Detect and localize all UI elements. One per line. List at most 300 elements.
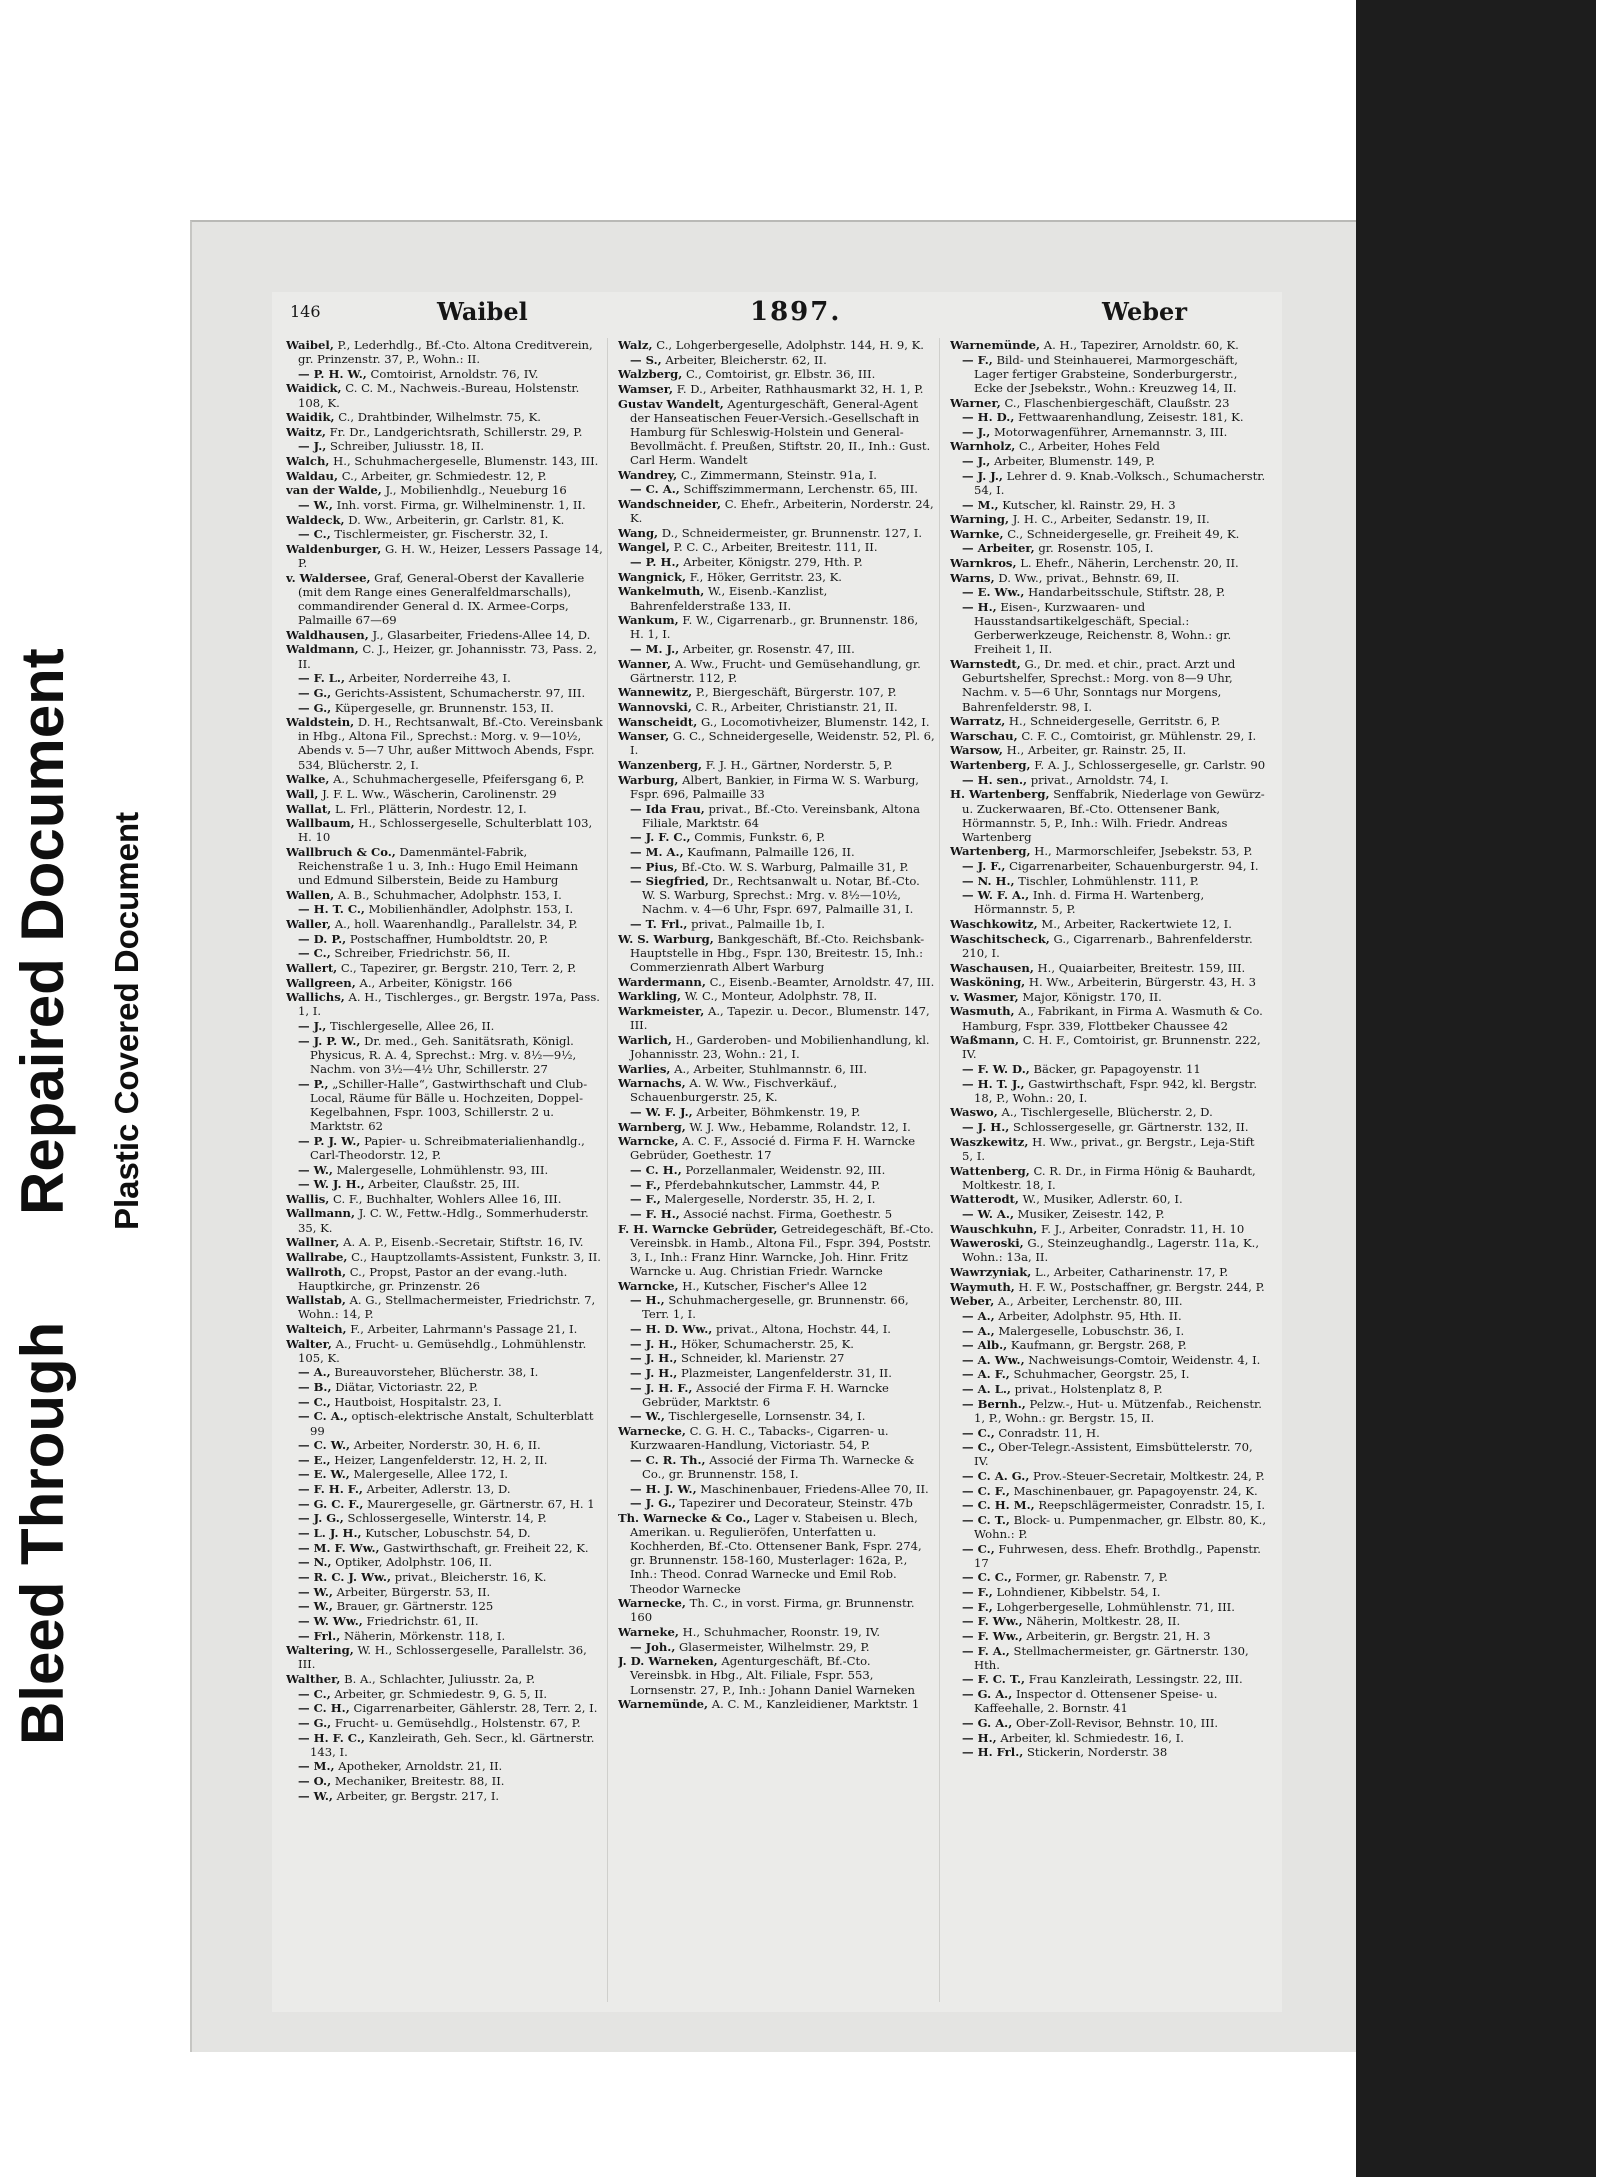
entry-text: Senffabrik, Niederlage von Gewürz- u. Zuckerwaaren, Bf.-Cto. Ottensener Bank, Hörmannstr. 5, P., Inh.: Wilh. Friedr. Andreas Wartenberg [962, 787, 1265, 844]
directory-entry [950, 1513, 1268, 1541]
entry-name: — P. H. W., [298, 366, 367, 381]
directory-entry [286, 976, 603, 990]
directory-entry [618, 1337, 935, 1351]
entry-text: Tischler, Lohmühlenstr. 111, P. [1018, 873, 1199, 888]
entry-text: C. J., Heizer, gr. Johannisstr. 73, Pass. 2, II. [298, 642, 597, 671]
entry-text: F. A. J., Schlossergeselle, gr. Carlstr. 90 [1034, 758, 1266, 773]
entry-text: J. F. L. Ww., Wäscherin, Carolinenstr. 29 [322, 786, 557, 801]
entry-text: Eisen-, Kurzwaaren- und Hausstandsartikelgeschäft, Special.: Gerberwerkzeuge, Reichenstr. 8, Wohn.: gr. Freiheit 1, II. [974, 600, 1232, 657]
entry-name: Walzberg, [618, 367, 683, 382]
directory-entry [286, 671, 603, 685]
directory-entry [950, 714, 1268, 728]
directory-entry [950, 657, 1268, 714]
directory-entry [286, 1687, 603, 1701]
entry-name: Warnstedt, [950, 657, 1021, 672]
directory-entry [618, 1222, 935, 1279]
entry-text: privat., Bleicherstr. 16, K. [394, 1569, 547, 1584]
entry-text: Nachweisungs-Comtoir, Weidenstr. 4, I. [1028, 1352, 1261, 1367]
entry-text: H., Schlossergeselle, Schulterblatt 103, H. 10 [298, 816, 593, 845]
entry-name: — A., [298, 1365, 331, 1380]
entry-text: Malergeselle, Allee 172, I. [353, 1467, 509, 1482]
side-label-bleed-repaired [8, 1322, 77, 1745]
entry-name: Wallroth, [286, 1264, 346, 1279]
entry-text: privat., Palmaille 1b, I. [691, 917, 825, 932]
directory-entry [286, 1019, 603, 1033]
entry-name: — C. A., [298, 1409, 348, 1424]
directory-entry [950, 410, 1268, 424]
entry-text: A., holl. Waarenhandlg., Parallelstr. 34, P. [334, 917, 578, 932]
entry-text: W., Eisenb.-Kanzlist, Bahrenfelderstraße 133, II. [630, 584, 828, 613]
entry-name: — C. H. M., [962, 1498, 1035, 1513]
entry-name: — Ida Frau, [630, 801, 705, 816]
entry-text: A. B., Schuhmacher, Adolphstr. 153, I. [337, 887, 562, 902]
page-header [272, 292, 1282, 336]
entry-text: Tischlergeselle, Allee 26, II. [329, 1019, 495, 1034]
entry-text: H., Schuhmachergeselle, Blumenstr. 143, III. [333, 454, 599, 469]
entry-name: — G., [298, 685, 332, 700]
entry-name: — N., [298, 1555, 332, 1570]
entry-name: — F., [962, 1585, 993, 1600]
directory-entry [618, 657, 935, 685]
entry-name: — Pius, [630, 859, 678, 874]
entry-text: Näherin, Mörkenstr. 118, I. [343, 1628, 506, 1643]
entry-text: Fr. Dr., Landgerichtsrath, Schillerstr. 29, P. [329, 424, 583, 439]
entry-text: Küpergeselle, gr. Brunnenstr. 153, II. [334, 700, 554, 715]
entry-name: Warnemünde, [950, 338, 1041, 352]
entry-text: privat., Bf.-Cto. Vereinsbank, Altona Filiale, Marktstr. 64 [642, 801, 921, 830]
directory-entry [618, 1697, 935, 1711]
directory-entry [618, 1033, 935, 1061]
entry-text: C., Lohgerbergeselle, Adolphstr. 144, H. 9, K. [656, 338, 924, 352]
entry-name: — T. Frl., [630, 917, 688, 932]
entry-name: — L. J. H., [298, 1526, 362, 1541]
entry-name: — C. R. Th., [630, 1452, 706, 1467]
entry-name: — C. A. G., [962, 1468, 1030, 1483]
entry-name: — H., [962, 600, 997, 615]
entry-name: Waszkewitz, [950, 1134, 1029, 1149]
entry-text: Arbeiter, Blumenstr. 149, P. [993, 454, 1155, 469]
entry-name: — J. H., [630, 1351, 678, 1366]
entry-name: Waidick, [286, 381, 342, 396]
directory-entry [618, 1178, 935, 1192]
entry-text: G., Cigarrenarb., Bahrenfelderstr. 210, I. [962, 931, 1253, 960]
directory-entry [618, 1004, 935, 1032]
entry-name: Wallner, [286, 1235, 340, 1250]
entry-name: Wandschneider, [618, 497, 722, 512]
entry-name: — W., [630, 1409, 665, 1424]
directory-entry [950, 1280, 1268, 1294]
entry-text: C., Arbeiter, Hohes Feld [1018, 439, 1160, 454]
entry-name: Wangnick, [618, 569, 687, 584]
entry-name: v. Waldersee, [286, 570, 371, 585]
entry-name: — M., [298, 1759, 335, 1774]
entry-name: Warnberg, [618, 1119, 686, 1134]
entry-text: Reepschlägermeister, Conradstr. 15, I. [1038, 1498, 1266, 1513]
entry-text: F. D., Arbeiter, Rathhausmarkt 32, H. 1, P. [676, 381, 924, 396]
entry-name: Wang, [618, 525, 659, 540]
entry-text: Inh. d. Firma H. Wartenberg, Hörmannstr. 5, P. [974, 888, 1205, 917]
entry-text: Mobilienhändler, Adolphstr. 153, I. [368, 902, 574, 917]
directory-entry [286, 425, 603, 439]
entry-name: — C., [962, 1425, 995, 1440]
entry-name: — C., [962, 1541, 995, 1556]
entry-text: Bureauvorsteher, Blücherstr. 38, I. [334, 1365, 539, 1380]
directory-entry [286, 1759, 603, 1773]
entry-text: C., Schneidergeselle, gr. Freiheit 49, K. [1007, 526, 1240, 541]
directory-entry [286, 483, 603, 497]
directory-entry [286, 932, 603, 946]
entry-name: — P., [298, 1076, 329, 1091]
entry-name: — G. A., [962, 1715, 1013, 1730]
directory-entry [950, 1585, 1268, 1599]
entry-text: Block- u. Pumpenmacher, gr. Elbstr. 80, K., Wohn.: P. [974, 1512, 1267, 1542]
directory-entry [286, 1599, 603, 1613]
entry-text: A., Arbeiter, Stuhlmannstr. 6, III. [674, 1061, 868, 1076]
entry-text: A. C. M., Kanzleidiener, Marktstr. 1 [711, 1697, 920, 1712]
directory-entry [286, 439, 603, 453]
entry-name: Warneke, [618, 1625, 679, 1640]
directory-entry [286, 1322, 603, 1336]
entry-name: Warkmeister, [618, 1003, 705, 1018]
entry-name: — M., [962, 497, 999, 512]
entry-name: Warncke, [618, 1134, 679, 1149]
directory-entry [286, 498, 603, 512]
entry-text: Associé der Firma F. H. Warncke Gebrüder, Marktstr. 6 [642, 1380, 889, 1409]
entry-name: Th. Warnecke & Co., [618, 1510, 751, 1525]
entry-name: — N. H., [962, 873, 1015, 888]
entry-name: — A. F., [962, 1367, 1010, 1382]
entry-text: C., Hauptzollamts-Assistent, Funkstr. 3, II. [351, 1249, 601, 1264]
entry-name: Warnkros, [950, 556, 1017, 571]
entry-text: Agenturgeschäft, Bf.-Cto. Vereinsbk. in Hbg., Alt. Filiale, Fspr. 553, Lornsenstr. 27, P., Inh.: Johann Daniel Warneken [630, 1654, 915, 1697]
entry-text: Tischlergeselle, Lornsenstr. 34, I. [668, 1409, 866, 1424]
entry-name: Wankelmuth, [618, 584, 705, 599]
entry-text: M., Arbeiter, Rackertwiete 12, I. [1041, 917, 1232, 932]
entry-name: Warlich, [618, 1032, 672, 1047]
entry-name: — J. H., [962, 1120, 1010, 1135]
directory-entry [618, 555, 935, 569]
entry-text: J., Mobilienhdlg., Neueburg 16 [385, 483, 567, 498]
entry-name: — D. P., [298, 931, 347, 946]
entry-name: — C. C., [962, 1570, 1012, 1585]
directory-entry [618, 382, 935, 396]
entry-name: — C. W., [298, 1438, 351, 1453]
directory-entry [286, 1192, 603, 1206]
directory-entry [618, 338, 935, 352]
entry-name: — W. Ww., [298, 1613, 363, 1628]
entry-name: Wannewitz, [618, 685, 693, 700]
entry-name: Waltering, [286, 1643, 354, 1658]
entry-text: L. Ehefr., Näherin, Lerchenstr. 20, II. [1020, 556, 1239, 571]
directory-entry [286, 381, 603, 409]
entry-name: Wallat, [286, 801, 332, 816]
column-3 [950, 338, 1272, 2002]
entry-name: — E. Ww., [962, 585, 1025, 600]
entry-name: — R. C. J. Ww., [298, 1569, 391, 1584]
entry-text: Kaufmann, gr. Bergstr. 268, P. [1010, 1338, 1187, 1353]
entry-text: Optiker, Adolphstr. 106, II. [335, 1555, 493, 1570]
bleed-through-label: Bleed Through [9, 1321, 76, 1745]
directory-entry [950, 1135, 1268, 1163]
entry-text: Commis, Funkstr. 6, P. [694, 830, 826, 845]
directory-entry [950, 1004, 1268, 1032]
entry-text: Schuhmacher, Georgstr. 25, I. [1013, 1367, 1190, 1382]
directory-entry [286, 1034, 603, 1076]
directory-entry [618, 613, 935, 641]
directory-entry [950, 1207, 1268, 1221]
entry-text: Arbeiter, Königstr. 279, Hth. P. [683, 555, 863, 570]
entry-text: Ober-Telegr.-Assistent, Eimsbüttelerstr. 70, IV. [974, 1440, 1253, 1469]
entry-text: H., Schneidergeselle, Gerritstr. 6, P. [1008, 714, 1221, 729]
entry-text: Ober-Zoll-Revisor, Behnstr. 10, III. [1015, 1715, 1219, 1730]
entry-text: Schneider, kl. Marienstr. 27 [681, 1351, 845, 1366]
plastic-covered-label: Plastic Covered Document [108, 811, 145, 1230]
entry-name: Walz, [618, 338, 653, 352]
directory-entry [950, 571, 1268, 585]
entry-text: C., Zimmermann, Steinstr. 91a, I. [680, 467, 877, 482]
entry-name: — J. G., [630, 1496, 676, 1511]
entry-name: — G., [298, 1715, 332, 1730]
entry-text: C., Eisenb.-Beamter, Arnoldstr. 47, III. [709, 974, 935, 989]
directory-entry [950, 1644, 1268, 1672]
directory-entry [286, 1467, 603, 1481]
entry-name: — F. Ww., [962, 1614, 1023, 1629]
entry-name: — F., [962, 1599, 993, 1614]
entry-text: F., Arbeiter, Lahrmann's Passage 21, I. [350, 1322, 578, 1337]
entry-text: Schreiber, Friedrichstr. 56, II. [334, 946, 511, 961]
entry-name: — C., [298, 1686, 331, 1701]
entry-text: A., Arbeiter, Königstr. 166 [359, 975, 513, 990]
entry-name: Wallen, [286, 887, 335, 902]
entry-text: F., Höker, Gerritstr. 23, K. [689, 569, 842, 584]
entry-text: Dr., Rechtsanwalt u. Notar, Bf.-Cto. W. S. Warburg, Sprechst.: Mrg. v. 8½—10½, Nachm. v. 4—6 Uhr, Fspr. 697, Palmaille 31, I. [642, 874, 920, 917]
entry-text: Handarbeitsschule, Stiftstr. 28, P. [1028, 585, 1226, 600]
entry-name: — H. F. C., [298, 1730, 365, 1745]
entry-text: Malergeselle, Norderstr. 35, H. 2, I. [664, 1192, 876, 1207]
entry-name: — J. H., [630, 1336, 678, 1351]
directory-entry [618, 1076, 935, 1104]
directory-entry [618, 1409, 935, 1423]
entry-name: — W., [298, 498, 333, 513]
entry-name: — Joh., [630, 1639, 676, 1654]
entry-text: Kutscher, Lobuschstr. 54, D. [365, 1526, 531, 1541]
directory-entry [286, 1206, 603, 1234]
entry-text: Näherin, Moltkestr. 28, II. [1026, 1614, 1181, 1629]
directory-entry [950, 1397, 1268, 1425]
directory-entry [950, 932, 1268, 960]
entry-name: Watterodt, [950, 1192, 1019, 1207]
entry-name: Wasköning, [950, 975, 1026, 990]
directory-entry [286, 1541, 603, 1555]
directory-entry [618, 1596, 935, 1624]
entry-text: „Schiller-Halle“, Gastwirthschaft und Club-Local, Räume für Bälle u. Hochzeiten, Doppel-Kegelbahnen, Fspr. 1003, Schillerstr. 2 u. Marktstr. 62 [310, 1076, 588, 1134]
directory-entry [950, 498, 1268, 512]
entry-name: — Alb., [962, 1338, 1008, 1353]
directory-entry [618, 497, 935, 525]
entry-text: Mechaniker, Breitestr. 88, II. [334, 1773, 505, 1788]
entry-name: — W., [298, 1162, 333, 1177]
entry-text: Fettwaarenhandlung, Zeisestr. 181, K. [1018, 410, 1244, 425]
directory-entry [618, 1322, 935, 1336]
entry-name: Waldau, [286, 468, 339, 483]
entry-text: H., Arbeiter, gr. Rainstr. 25, II. [1006, 743, 1187, 758]
directory-entry [618, 367, 935, 381]
entry-name: — J., [298, 439, 327, 454]
directory-entry [618, 1381, 935, 1409]
entry-text: Apotheker, Arnoldstr. 21, II. [338, 1759, 503, 1774]
directory-entry [950, 1324, 1268, 1338]
entry-text: Arbeiter, Norderstr. 30, H. 6, II. [353, 1438, 541, 1453]
entry-name: — J. P. W., [298, 1033, 361, 1048]
directory-entry [618, 526, 935, 540]
entry-name: — G., [298, 700, 332, 715]
entry-text: C., Propst, Pastor an der evang.-luth. Hauptkirche, gr. Prinzenstr. 26 [298, 1264, 568, 1293]
entry-name: — J. F., [962, 859, 1006, 874]
entry-text: Stickerin, Norderstr. 38 [1026, 1745, 1168, 1760]
directory-entry [950, 1629, 1268, 1643]
entry-text: D. H., Rechtsanwalt, Bf.-Cto. Vereinsbank in Hbg., Altona Fil., Sprechst.: Morg. v. 9—10½, Abends v. 5—7 Uhr, außer Mittwoch Abends, Fspr. 534, Blücherstr. 2, I. [298, 715, 603, 772]
entry-name: Wanner, [618, 656, 672, 671]
entry-name: — H. sen., [962, 772, 1028, 787]
entry-name: Wamser, [618, 381, 673, 396]
directory-entry [950, 1367, 1268, 1381]
entry-name: W. S. Warburg, [618, 931, 714, 946]
directory-entry [286, 513, 603, 527]
directory-entry [286, 772, 603, 786]
entry-name: — H., [630, 1293, 665, 1308]
directory-entry [286, 1265, 603, 1293]
directory-entry [286, 571, 603, 628]
directory-entry [618, 1293, 935, 1321]
entry-text: Bild- und Steinhauerei, Marmorgeschäft, Lager fertiger Grabsteine, Sonderburgerstr., Ecke der Jsebekstr., Wohn.: Kreuzweg 14, II. [974, 352, 1238, 395]
entry-name: Warner, [950, 395, 1001, 410]
entry-name: — M. A., [630, 844, 684, 859]
page-number: 146 [290, 302, 321, 321]
entry-text: H., Garderoben- und Mobilienhandlung, kl. Johannisstr. 23, Wohn.: 21, I. [630, 1032, 930, 1061]
entry-text: Maurergeselle, gr. Gärtnerstr. 67, H. 1 [367, 1496, 595, 1511]
directory-entry [950, 859, 1268, 873]
directory-entry [618, 773, 935, 801]
entry-name: F. H. Warncke Gebrüder, [618, 1221, 778, 1236]
entry-text: Getreidegeschäft, Bf.-Cto. Vereinsbk. in Hamb., Altona Fil., Fspr. 394, Poststr. 3, I., Inh.: Franz Hinr. Warncke, Joh. Hinr. Fritz Warncke u. Aug. Christian Friedr. Warncke [630, 1221, 934, 1278]
entry-text: Cigarrenarbeiter, Gählerstr. 28, Terr. 2, I. [353, 1701, 598, 1716]
entry-name: — F. C. T., [962, 1672, 1026, 1687]
directory-entry [618, 540, 935, 554]
entry-name: — J., [962, 454, 991, 469]
entry-text: A., Arbeiter, Lerchenstr. 80, III. [997, 1294, 1183, 1309]
directory-entry [286, 410, 603, 424]
entry-name: — W., [298, 1584, 333, 1599]
entry-text: Associé nachst. Firma, Goethestr. 5 [683, 1206, 893, 1221]
directory-entry [950, 1570, 1268, 1584]
directory-entry [286, 802, 603, 816]
directory-entry [950, 1353, 1268, 1367]
directory-entry [950, 1192, 1268, 1206]
entry-name: Waldmann, [286, 642, 359, 657]
directory-entry [950, 1294, 1268, 1308]
directory-entry [286, 917, 603, 931]
directory-entry [618, 1120, 935, 1134]
entry-text: Kaufmann, Palmaille 126, II. [687, 844, 855, 859]
entry-text: Höker, Schumacherstr. 25, K. [681, 1336, 854, 1351]
directory-entry [950, 353, 1268, 395]
entry-name: — H. T. J., [962, 1076, 1025, 1091]
entry-name: — C. H., [630, 1163, 682, 1178]
entry-name: — C., [298, 1394, 331, 1409]
directory-entry [286, 1177, 603, 1191]
directory-entry [950, 844, 1268, 858]
entry-name: Walteich, [286, 1322, 347, 1337]
entry-name: Waymuth, [950, 1279, 1015, 1294]
directory-entry [950, 585, 1268, 599]
directory-entry [286, 1293, 603, 1321]
entry-name: Warnecke, [618, 1424, 686, 1439]
entry-text: W. H., Schlossergeselle, Parallelstr. 36, III. [298, 1643, 587, 1672]
directory-entry [950, 917, 1268, 931]
directory-entry [950, 396, 1268, 410]
directory-entry [618, 715, 935, 729]
entry-name: Wauschkuhn, [950, 1221, 1038, 1236]
guide-word-right: Weber [1102, 297, 1187, 326]
directory-entry [950, 1309, 1268, 1323]
entry-text: H. Ww., privat., gr. Bergstr., Leja-Stift 5, I. [962, 1134, 1255, 1163]
entry-name: — J. H., [630, 1365, 678, 1380]
directory-entry [286, 1395, 603, 1409]
entry-text: Inspector d. Ottensener Speise- u. Kaffeehalle, 2. Bornstr. 41 [974, 1687, 1218, 1716]
entry-name: Waschitscheck, [950, 931, 1050, 946]
entry-name: Waschausen, [950, 960, 1034, 975]
directory-entry [618, 874, 935, 916]
entry-name: Wandrey, [618, 467, 678, 482]
entry-name: — F. H., [630, 1206, 680, 1221]
directory-entry [950, 1033, 1268, 1061]
entry-name: — H. Frl., [962, 1745, 1024, 1760]
entry-name: Wanzenberg, [618, 758, 703, 773]
directory-entry [618, 1163, 935, 1177]
directory-entry [618, 758, 935, 772]
entry-text: Hautboist, Hospitalstr. 23, I. [334, 1394, 502, 1409]
entry-text: Kutscher, kl. Rainstr. 29, H. 3 [1002, 497, 1176, 512]
directory-entry [618, 397, 935, 468]
entry-text: Comtoirist, Arnoldstr. 76, IV. [370, 366, 539, 381]
entry-text: Glasermeister, Wilhelmstr. 29, P. [679, 1639, 870, 1654]
directory-entry [618, 700, 935, 714]
directory-entry [618, 975, 935, 989]
entry-text: Kanzleirath, Geh. Secr., kl. Gärtnerstr. 143, I. [310, 1730, 595, 1759]
entry-text: Albert, Bankier, in Firma W. S. Warburg, Fspr. 696, Palmaille 33 [630, 772, 919, 801]
entry-name: — C. H., [298, 1701, 350, 1716]
directory-entry [286, 628, 603, 642]
entry-text: L. Frl., Plätterin, Nordestr. 12, I. [334, 801, 527, 816]
directory-entry [618, 1351, 935, 1365]
entry-text: A., Tischlergeselle, Blücherstr. 2, D. [1001, 1105, 1213, 1120]
entry-text: Bf.-Cto. W. S. Warburg, Palmaille 31, P. [681, 859, 909, 874]
directory-entry [286, 454, 603, 468]
directory-entry [950, 338, 1268, 352]
entry-text: A. G., Stellmachermeister, Friedrichstr. 7, Wohn.: 14, P. [298, 1293, 596, 1322]
entry-text: Arbeiter, Bürgerstr. 53, II. [336, 1584, 491, 1599]
entry-text: C., Drahtbinder, Wilhelmstr. 75, K. [338, 410, 541, 425]
entry-name: Warncke, [618, 1278, 679, 1293]
adjacent-page-edge [1356, 0, 1596, 2177]
entry-name: Wangel, [618, 540, 670, 555]
entry-text: P., Biergeschäft, Bürgerstr. 107, P. [695, 685, 897, 700]
entry-text: C., Tapezirer, gr. Bergstr. 210, Terr. 2, P. [340, 961, 577, 976]
directory-entry [286, 946, 603, 960]
entry-text: G., Steinzeughandlg., Lagerstr. 11a, K., Wohn.: 13a, II. [962, 1236, 1260, 1265]
entry-text: J. H. C., Arbeiter, Sedanstr. 19, II. [1012, 512, 1210, 527]
directory-entry [950, 1120, 1268, 1134]
